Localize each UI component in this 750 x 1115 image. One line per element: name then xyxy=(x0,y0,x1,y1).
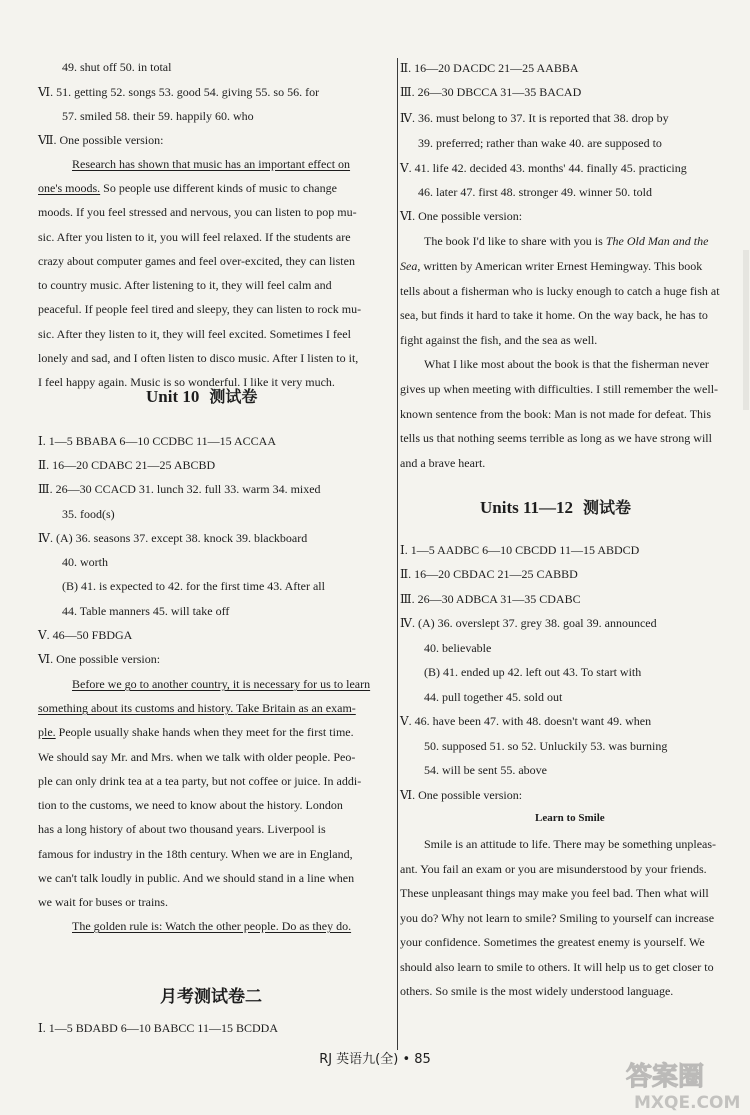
answer-line: 44. Table manners 45. will take off xyxy=(62,604,230,618)
essay-title: Learn to Smile xyxy=(535,812,605,824)
essay-line: gives up when meeting with difficulties. I still remember the well- xyxy=(400,382,719,396)
answer-line: Ⅲ. 26—30 DBCCA 31—35 BACAD xyxy=(400,85,582,99)
answer-line: Ⅰ. 1—5 BBABA 6—10 CCDBC 11—15 ACCAA xyxy=(38,434,277,448)
essay-line: to country music. After listening to it, they will feel calm and xyxy=(38,278,332,292)
essay-line: Sea, written by American writer Ernest Hemingway. This book xyxy=(400,259,703,273)
essay-line: We should say Mr. and Mrs. when we talk with older people. Peo- xyxy=(38,750,356,764)
answer-line: (B) 41. ended up 42. left out 43. To start with xyxy=(424,665,642,679)
essay-line: Before we go to another country, it is necessary for us to learn xyxy=(72,677,371,691)
answer-line: 54. will be sent 55. above xyxy=(424,763,547,777)
essay-line: your confidence. Sometimes the greatest enemy is yourself. We xyxy=(400,935,705,949)
answer-line: 39. preferred; rather than wake 40. are supposed to xyxy=(418,136,662,150)
essay-line: you do? Why not learn to smile? Smiling to yourself can increase xyxy=(400,911,715,925)
essay-line: we wait for buses or trains. xyxy=(38,895,168,909)
answer-line: Ⅲ. 26—30 CCACD 31. lunch 32. full 33. warm 34. mixed xyxy=(38,482,321,496)
answer-line: Ⅱ. 16—20 DACDC 21—25 AABBA xyxy=(400,61,579,75)
answer-line: 40. believable xyxy=(424,641,492,655)
answer-line: 44. pull together 45. sold out xyxy=(424,690,563,704)
essay-line: famous for industry in the 18th century. When we are in England, xyxy=(38,847,353,861)
essay-line: ant. You fail an exam or you are misunderstood by your friends. xyxy=(400,862,707,876)
section-title-cn: 测试卷 xyxy=(583,498,632,517)
essay-line: sea, but finds it hard to take it home. On the way back, he has to xyxy=(400,308,708,322)
answer-line: Ⅵ. One possible version: xyxy=(400,209,523,223)
essay-line: What I like most about the book is that the fisherman never xyxy=(424,357,709,371)
essay-line: These unpleasant things may make you feel bad. Then what will xyxy=(400,886,709,900)
essay-line: Research has shown that music has an important effect on xyxy=(72,157,351,171)
answer-line: 46. later 47. first 48. stronger 49. winner 50. told xyxy=(418,185,652,199)
essay-line: known sentence from the book: Man is not made for defeat. This xyxy=(400,407,712,421)
answer-line: Ⅱ. 16—20 CBDAC 21—25 CABBD xyxy=(400,567,578,581)
answer-line: Ⅴ. 46. have been 47. with 48. doesn't want 49. when xyxy=(400,714,652,728)
essay-line: The book I'd like to share with you is The Old Man and the xyxy=(424,234,709,248)
essay-line: tells us that nothing seems terrible as long as we have strong will xyxy=(400,431,712,445)
answer-line: Ⅴ. 46—50 FBDGA xyxy=(38,628,133,642)
answer-line: Ⅵ. 51. getting 52. songs 53. good 54. giving 55. so 56. for xyxy=(38,85,320,99)
answer-line: Ⅲ. 26—30 ADBCA 31—35 CDABC xyxy=(400,592,581,606)
answer-line: 50. supposed 51. so 52. Unluckily 53. was burning xyxy=(424,739,668,753)
answer-line: Ⅳ. (A) 36. seasons 37. except 38. knock 39. blackboard xyxy=(38,531,308,545)
essay-line-underlined: ple. xyxy=(38,725,56,739)
essay-line: and a brave heart. xyxy=(400,456,486,470)
section-title: Units 11—12 xyxy=(480,498,574,517)
section-title: Unit 10 xyxy=(146,387,200,406)
essay-line: I feel happy again. Music is so wonderful. I like it very much. xyxy=(38,375,335,389)
section-heading xyxy=(480,495,631,518)
answer-line: Ⅴ. 41. life 42. decided 43. months' 44. finally 45. practicing xyxy=(400,161,687,175)
answer-line: 40. worth xyxy=(62,555,108,569)
answer-line: Ⅳ. 36. must belong to 37. It is reported that 38. drop by xyxy=(400,111,669,125)
answer-line: Ⅵ. One possible version: xyxy=(400,788,523,802)
answer-line: Ⅶ. One possible version: xyxy=(38,133,164,147)
essay-line: something about its customs and history. Take Britain as an exam- xyxy=(38,701,356,715)
answer-line: (B) 41. is expected to 42. for the first time 43. After all xyxy=(62,579,325,593)
page-footer: RJ 英语九(全) • 85 xyxy=(319,1052,431,1067)
essay-line: peaceful. If people feel tired and sleepy, they can listen to rock mu- xyxy=(38,302,362,316)
essay-line: The golden rule is: Watch the other people. Do as they do. xyxy=(72,919,352,933)
essay-line: ple can only drink tea at a tea party, but not coffee or juice. In addi- xyxy=(38,774,362,788)
answer-line: Ⅵ. One possible version: xyxy=(38,652,161,666)
answer-line: 49. shut off 50. in total xyxy=(62,60,172,74)
essay-line: has a long history of about two thousand years. Liverpool is xyxy=(38,822,326,836)
essay-line: sic. After you listen to it, you will feel relaxed. If the students are xyxy=(38,230,351,244)
essay-line: one's moods. So people use different kinds of music to change xyxy=(38,181,337,195)
essay-line: tells about a fisherman who is lucky enough to catch a huge fish at xyxy=(400,284,720,298)
answer-line: 57. smiled 58. their 59. happily 60. who xyxy=(62,109,254,123)
answer-line: Ⅰ. 1—5 BDABD 6—10 BABCC 11—15 BCDDA xyxy=(38,1021,278,1035)
essay-line: we can't talk loudly in public. And we should stand in a line when xyxy=(38,871,355,885)
section-title-cn: 测试卷 xyxy=(209,387,258,406)
essay-line: tion to the customs, we need to know about the history. London xyxy=(38,798,343,812)
essay-line: lonely and sad, and I often listen to disco music. After I listen to it, xyxy=(38,351,359,365)
essay-line-underlined: one's moods. xyxy=(38,181,101,195)
essay-line: ple. People usually shake hands when they meet for the first time. xyxy=(38,725,354,739)
answer-line: 35. food(s) xyxy=(62,507,115,521)
answer-line: Ⅳ. (A) 36. overslept 37. grey 38. goal 39. announced xyxy=(400,616,657,630)
watermark-logo xyxy=(622,1055,747,1113)
svg-text:MXQE.COM: MXQE.COM xyxy=(634,1093,741,1113)
essay-line: fight against the fish, and the sea as well. xyxy=(400,333,598,347)
answer-line: Ⅱ. 16—20 CDABC 21—25 ABCBD xyxy=(38,458,216,472)
section-heading: 月考测试卷二 xyxy=(160,987,262,1007)
essay-line: should also learn to smile to others. It will help us to get closer to xyxy=(400,960,714,974)
essay-line: Smile is an attitude to life. There may be something unpleas- xyxy=(424,837,717,851)
essay-line: moods. If you feel stressed and nervous, you can listen to pop mu- xyxy=(38,205,357,219)
svg-text:答案圈: 答案圈 xyxy=(626,1062,705,1092)
essay-line: sic. After they listen to it, they will feel excited. Sometimes I feel xyxy=(38,327,351,341)
essay-line: others. So smile is the most widely understood language. xyxy=(400,984,674,998)
section-heading xyxy=(146,384,257,407)
answer-line: Ⅰ. 1—5 AADBC 6—10 CBCDD 11—15 ABDCD xyxy=(400,543,640,557)
column-divider xyxy=(397,58,398,1050)
page-edge-shadow xyxy=(743,250,749,410)
essay-line: crazy about computer games and feel over-excited, they can listen xyxy=(38,254,355,268)
